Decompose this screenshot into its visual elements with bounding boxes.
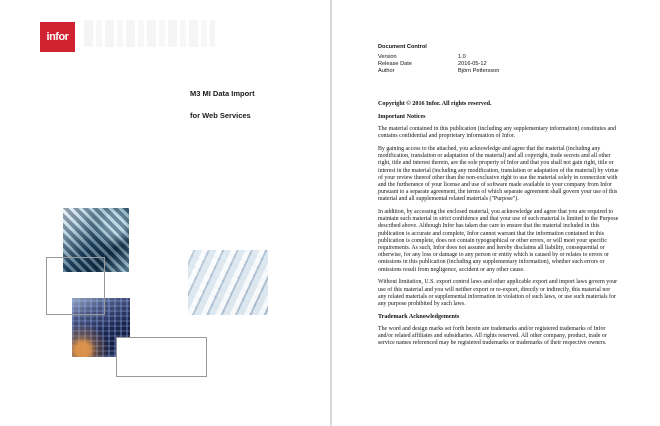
dc-version-value: 1.0 xyxy=(458,54,466,60)
notice-paragraph: The material contained in this publication (including any supplementary information) constitutes and contains confidential and proprietary information of Infor. xyxy=(378,126,617,140)
copyright-page xyxy=(330,0,660,426)
dc-version-label: Version xyxy=(378,54,397,60)
notice-paragraph: In addition, by accessing the enclosed material, you acknowledge and agree that you are required to maintain such material in strict confidence and that your use of such material is limited to the Purpose described above. Although Infor has taken due care to ensure that the material included in this publication is accurate and complete, Infor cannot warrant that the information contained in this publication is complete, does not contain typographical or other errors, or will meet your specific requirements. As such, Infor does not assume and hereby disclaims all liability, consequential or otherwise, for any loss or damage to any person or entity which is caused by or relates to errors or omissions in this publication (including any supplementary information), whether such errors or omissions result from negligence, accident or any other cause. xyxy=(378,209,619,273)
notice-paragraph: By gaining access to the attached, you acknowledge and agree that the material (including any modification, translation or adaptation of the material) and all copyright, trade secrets and all other right, title and interest therein, are the sole property of Infor and that you shall not gain right, title or interest in the material (including any modification, translation or adaptation of the material) by virtue of your review thereof other than the non-exclusive right to use the material solely in connection with and the furtherance of your license and use of software made available to your company from Infor pursuant to a separate agreement, the terms of which separate agreement shall govern your use of this material and all supplemental related materials ("Purpose"). xyxy=(378,145,619,203)
trademark-paragraph: The word and design marks set forth herein are trademarks and/or registered trademarks of Infor and/or related affiliates and subsidiaries. All rights reserved. All other company, product, trade or service names referenced may be registered trademarks or trademarks of their respective owners. xyxy=(378,325,607,347)
copyright-line: Copyright © 2016 Infor. All rights reserved. xyxy=(378,101,492,107)
barcode-pattern-icon xyxy=(84,20,215,47)
doc-title-line2: for Web Services xyxy=(190,111,251,120)
dc-author-value: Björn Pettersson xyxy=(458,68,500,74)
decor-rectangle-1 xyxy=(46,257,105,315)
trademark-heading: Trademark Acknowledgements xyxy=(378,313,460,320)
dc-author-label: Author xyxy=(378,68,395,74)
notice-paragraph: Without limitation, U.S. export control laws and other applicable export and import laws govern your use of this material and you will neither export or re-export, directly or indirectly, this material nor any related materials or supplemental information in violation of such laws, or use such materials for any purpose prohibited by such laws. xyxy=(378,279,618,307)
document-control-row xyxy=(378,68,620,75)
document-control-row xyxy=(378,61,620,68)
infor-logo-icon: infor xyxy=(40,22,75,52)
cover-title xyxy=(190,89,255,120)
keyboard-image xyxy=(188,250,268,315)
copyright-page-content xyxy=(378,44,620,353)
document-control-row xyxy=(378,54,620,61)
doc-title-line1: M3 MI Data Import xyxy=(190,89,255,98)
decor-rectangle-2 xyxy=(116,337,207,377)
document-control-heading: Document Control xyxy=(378,44,427,50)
important-notices-heading: Important Notices xyxy=(378,114,426,120)
dc-release-date-label: Release Date xyxy=(378,61,412,67)
dc-release-date-value: 2016-05-12 xyxy=(458,61,487,67)
